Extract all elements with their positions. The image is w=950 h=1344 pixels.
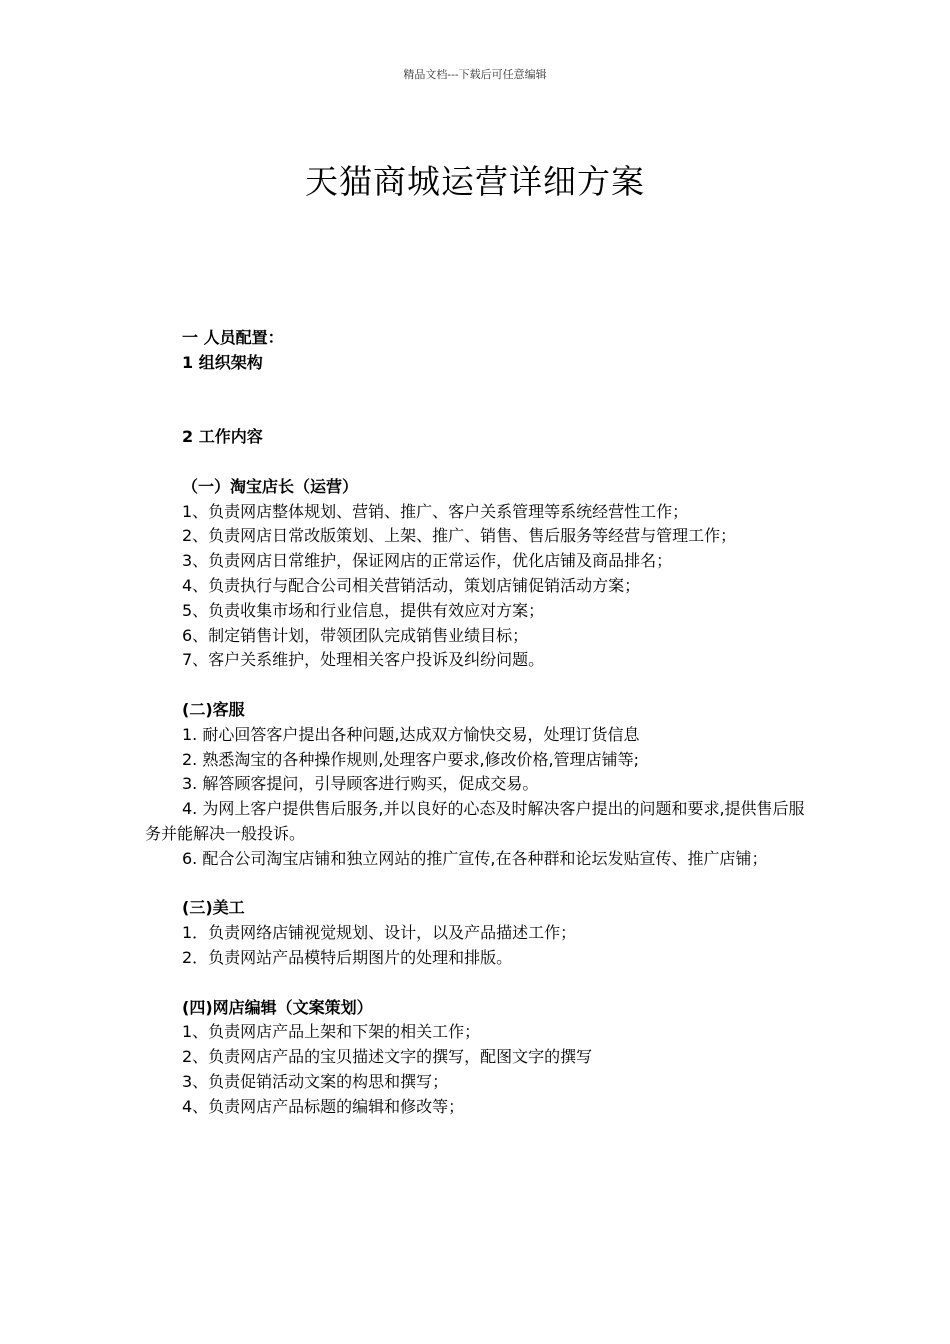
- list-item: 1、负责网店产品上架和下架的相关工作；: [182, 1022, 481, 1042]
- list-item: 3、负责网店日常维护，保证网店的正常运作，优化店铺及商品排名；: [182, 551, 673, 571]
- section-heading-staffing: 一 人员配置：: [182, 328, 284, 347]
- list-item: 1. 耐心回答客户提出各种问题,达成双方愉快交易，处理订货信息: [182, 724, 640, 744]
- list-item: 1、负责网店整体规划、营销、推广、客户关系管理等系统经营性工作；: [182, 501, 689, 521]
- document-title: 天猫商城运营详细方案: [305, 162, 645, 201]
- role-heading-customer-service: (二)客服: [182, 699, 245, 719]
- list-item: 7、客户关系维护，处理相关客户投诉及纠纷问题。: [182, 650, 545, 670]
- role-heading-store-manager: （一）淘宝店长（运营）: [182, 476, 359, 496]
- list-item: 3、负责促销活动文案的构思和撰写；: [182, 1071, 449, 1091]
- list-item: 3. 解答顾客提问，引导顾客进行购买，促成交易。: [182, 774, 539, 794]
- list-item: 2．负责网站产品模特后期图片的处理和排版。: [182, 947, 513, 967]
- subheading-job-content: 2 工作内容: [182, 427, 263, 447]
- list-item: 4. 为网上客户提供售后服务,并以良好的心态及时解决客户提出的问题和要求,提供售后服务并能解决一般投诉。: [145, 799, 805, 843]
- list-item: 6. 配合公司淘宝店铺和独立网站的推广宣传,在各种群和论坛发贴宣传、推广店铺；: [182, 848, 768, 868]
- list-item: 6、制定销售计划，带领团队完成销售业绩目标；: [182, 625, 529, 645]
- list-item: 2、负责网店产品的宝贝描述文字的撰写，配图文字的撰写: [182, 1047, 593, 1067]
- role-heading-editor: (四)网店编辑（文案策划）: [182, 997, 373, 1017]
- role-heading-artist: (三)美工: [182, 898, 245, 918]
- list-item: 4、负责网店产品标题的编辑和修改等；: [182, 1096, 465, 1116]
- page-header: 精品文档---下载后可任意编辑: [403, 68, 547, 81]
- list-item: 5、负责收集市场和行业信息，提供有效应对方案；: [182, 600, 545, 620]
- list-item: 2. 熟悉淘宝的各种操作规则,处理客户要求,修改价格,管理店铺等;: [182, 749, 640, 769]
- list-item: 4、负责执行与配合公司相关营销活动，策划店铺促销活动方案；: [182, 575, 641, 595]
- document-body: [145, 326, 810, 1120]
- list-item: 2、负责网店日常改版策划、上架、推广、销售、售后服务等经营与管理工作；: [182, 526, 737, 546]
- list-item: 1．负责网络店铺视觉规划、设计，以及产品描述工作；: [182, 923, 577, 943]
- subheading-org-structure: 1 组织架构: [182, 352, 263, 372]
